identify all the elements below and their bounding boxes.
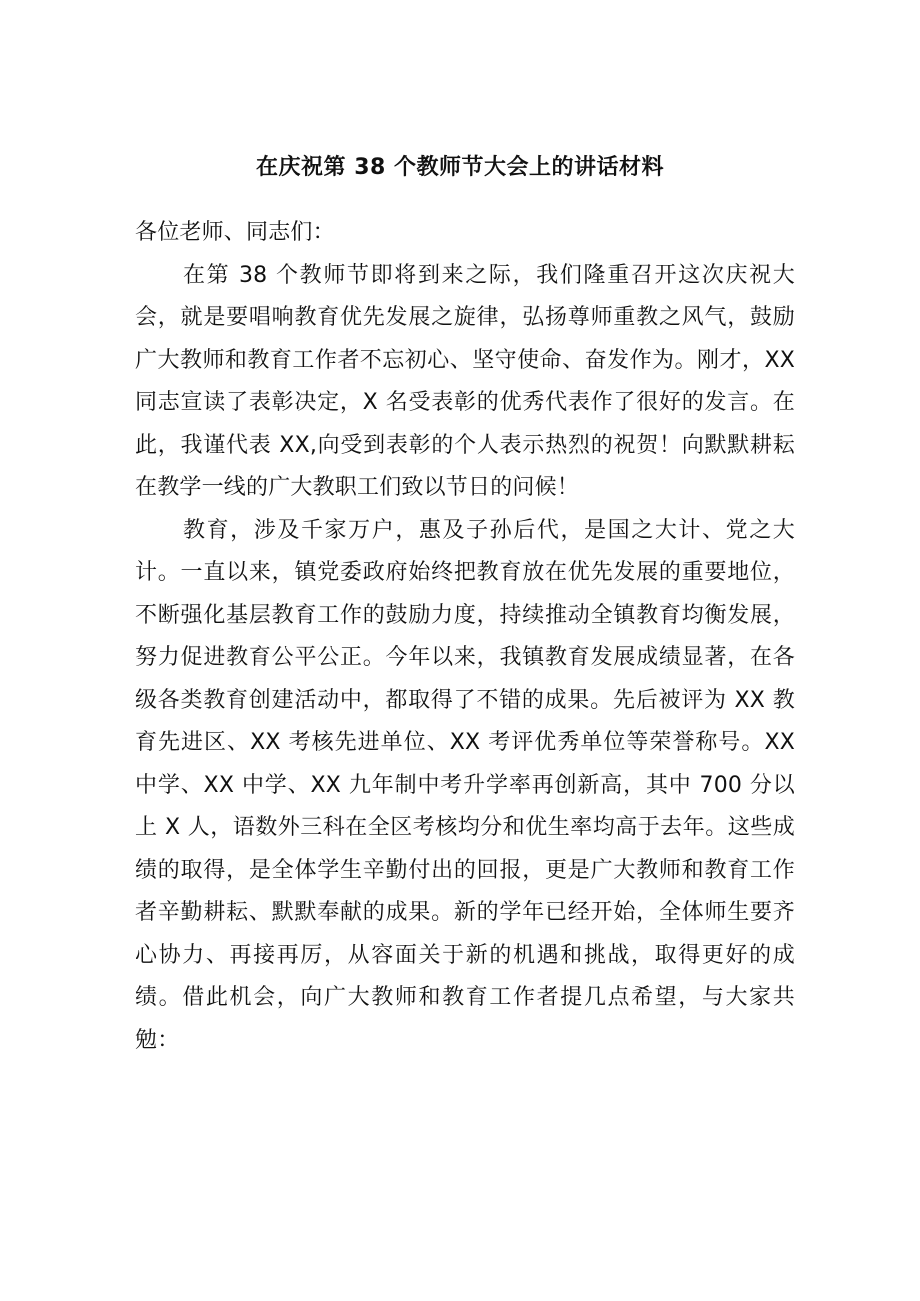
document-body <box>135 212 795 1062</box>
paragraph: 在第 38 个教师节即将到来之际，我们隆重召开这次庆祝大会，就是要唱响教育优先发展之旋律，弘扬尊师重教之风气，鼓励广大教师和教育工作者不忘初心、坚守使命、奋发作为。刚才，XX 同志宣读了表彰决定，X 名受表彰的优秀代表作了很好的发言。在此，我谨代表 XX,向受到表彰的个人表示热烈的祝贺！向默默耕耘在教学一线的广大教职工们致以节日的问候！ <box>135 262 795 500</box>
document-title: 在庆祝第 38 个教师节大会上的讲话材料 <box>256 155 664 180</box>
salutation: 各位老师、同志们： <box>135 220 335 245</box>
paragraph: 教育，涉及千家万户，惠及子孙后代，是国之大计、党之大计。一直以来，镇党委政府始终把教育放在优先发展的重要地位，不断强化基层教育工作的鼓励力度，持续推动全镇教育均衡发展，努力促进教育公平公正。今年以来，我镇教育发展成绩显著，在各级各类教育创建活动中，都取得了不错的成果。先后被评为 XX 教育先进区、XX 考核先进单位、XX 考评优秀单位等荣誉称号。XX 中学、XX 中学、XX 九年制中考升学率再创新高，其中 700 分以上 X 人，语数外三科在全区考核均分和优生率均高于去年。这些成绩的取得，是全体学生辛勤付出的回报，更是广大教师和教育工作者辛勤耕耘、默默奉献的成果。新的学年已经开始，全体师生要齐心协力、再接再厉，从容面关于新的机遇和挑战，取得更好的成绩。借此机会，向广大教师和教育工作者提几点希望，与大家共勉： <box>135 517 795 1053</box>
